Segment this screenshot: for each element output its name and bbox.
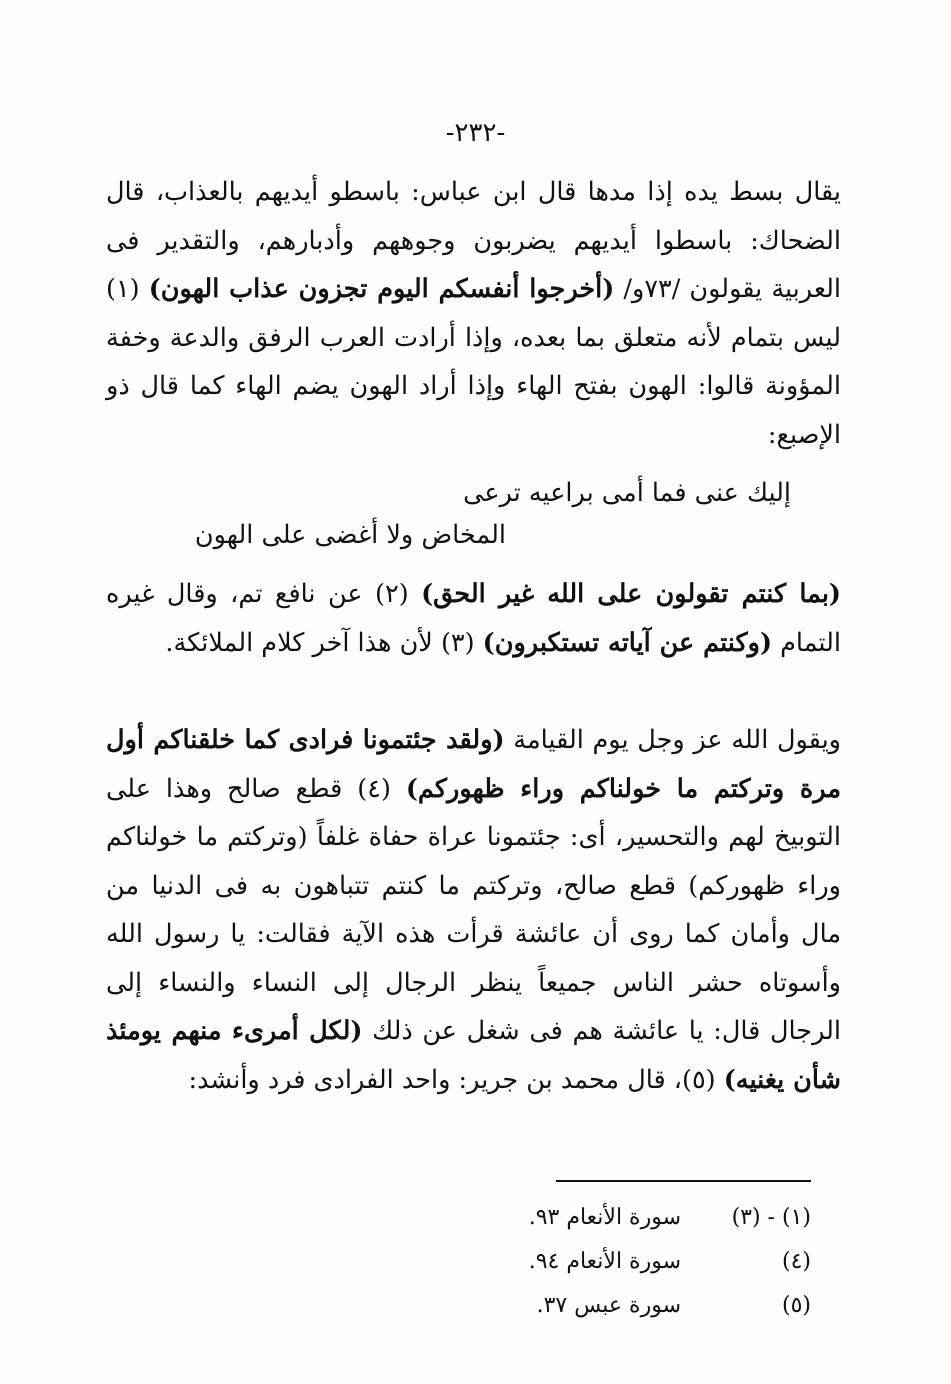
footnote-marker: (٤) — [781, 1249, 811, 1274]
footnote-text: سورة الأنعام ٩٤. — [528, 1249, 681, 1274]
quran-quote-5: (لكل أمرىء منهم يومئذ شأن يغنيه) — [106, 1016, 841, 1095]
paragraph-2 — [106, 570, 841, 667]
paragraph-3-text-a: ويقول الله عز وجل يوم القيامة — [504, 725, 841, 755]
verse-line-2: المخاض ولا أغضى على الهون — [194, 520, 506, 550]
paragraph-3-text-c: (٥)، قال محمد بن جرير: واحد الفرادى فرد وأنشد: — [188, 1064, 724, 1095]
quran-quote-2: (بما كنتم تقولون على الله غير الحق) — [421, 579, 841, 609]
footnote-row — [481, 1284, 811, 1328]
paragraph-2-text-a: (٢) عن نافع تم، وقال غيره التمام — [106, 579, 841, 658]
paragraph-1-text-a: يقال بسط يده إذا مدها قال ابن عباس: باسطو أيديهم بالعذاب، قال الضحاك: باسطوا أيديهم يضربون وجوههم وأدبارهم، والتقدير فى العربية يقولون /٧٣و/ — [106, 177, 842, 304]
paragraph-1 — [106, 168, 841, 459]
footnote-row — [481, 1240, 811, 1284]
footnote-text: سورة عبس ٣٧. — [536, 1293, 681, 1318]
footnote-text: سورة الأنعام ٩٣. — [528, 1205, 681, 1230]
footnote-marker: (١) - (٣) — [731, 1205, 811, 1230]
quran-quote-3: (وكنتم عن آياته تستكبرون) — [482, 627, 773, 658]
paragraph-3-text-b: (٤) قطع صالح وهذا على التوبيخ لهم والتحسير، أى: جئتمونا عراة حفاة غلفاً (وتركتم ما خولناكم وراء ظهوركم) قطع صالح، وتركتم ما كنتم تتباهون به فى الدنيا من مال وأمان كما روى أن عائشة قرأت هذه الآية فقالت: يا رسول الله وأسوتاه حشر الناس جميعاً ينظر الرجال إلى النساء والنساء إلى الرجال قال: يا عائشة هم فى شغل عن ذلك — [106, 773, 841, 1046]
paragraph-3 — [106, 716, 841, 1104]
footnotes — [481, 1196, 811, 1328]
verse-line-1: إليك عنى فما أمى براعيه ترعى — [463, 478, 791, 508]
paragraph-1-text-b: (١) ليس بتمام لأنه متعلق بما بعده، وإذا أرادت العرب الرفق والدعة وخفة المؤونة قالوا: الهون بفتح الهاء وإذا أراد الهون يضم الهاء كما قال ذو الإصبع: — [106, 274, 841, 450]
footnote-marker: (٥) — [781, 1293, 811, 1318]
footnote-row — [481, 1196, 811, 1240]
quran-quote-1: (أخرجوا أنفسكم اليوم تجزون عذاب الهون) — [148, 274, 615, 304]
page-number: -٢٣٢- — [445, 118, 506, 148]
quran-quote-4: (ولقد جئتمونا فرادى كما خلقناكم أول مرة وتركتم ما خولناكم وراء ظهوركم) — [106, 725, 841, 804]
paragraph-2-text-b: (٣) لأن هذا آخر كلام الملائكة. — [165, 627, 483, 658]
footnote-divider — [556, 1180, 811, 1182]
